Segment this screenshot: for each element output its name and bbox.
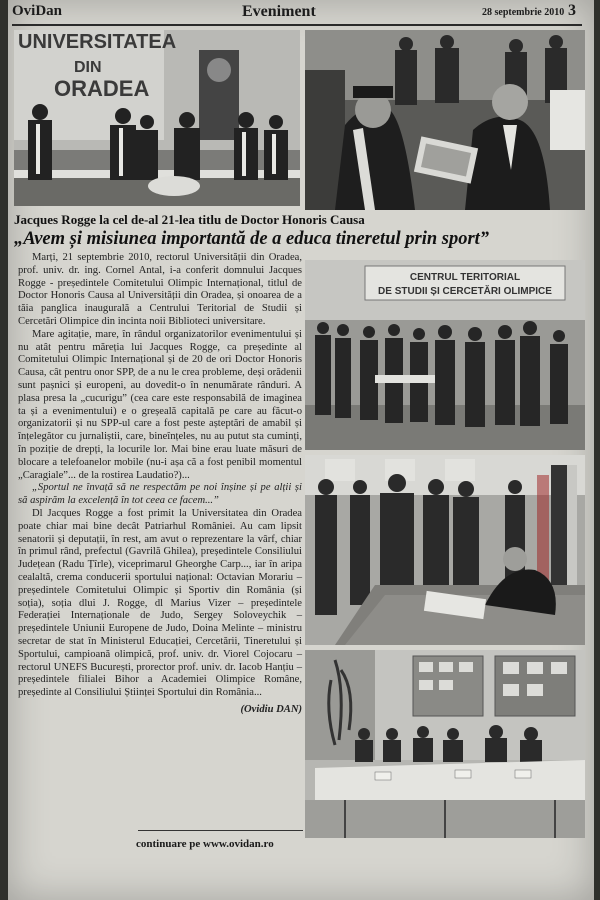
article-paragraph-1: Marți, 21 septembrie 2010, rectorul Universității din Oradea, prof. univ. dr. ing. Cornel Antal, i-a conferit domnului Jacques Rogge - președintele Comitetului Olimpic Internațional, titlul de Doctor Honoris Causa al Universității din Oradea, și onoarea de a tăia panglica inaugurală a Centrului Teritorial de Studii și Cercetări Olimpice din incinta noii Biblioteci universitare.	[18, 252, 302, 327]
section-title: Eveniment	[242, 3, 316, 20]
banner-text-3: ORADEA	[54, 76, 150, 101]
banner-text-2: DIN	[74, 59, 102, 76]
issue-date: 28 septembrie 2010	[482, 7, 565, 18]
article-paragraph-3: Dl Jacques Rogge a fost primit la Universitatea din Oradea poate chiar mai bine decât Patriarhul României. Au cam lipsit senatorii și deputații, în rest, am avut o reprezentare la vârf, chiar în primul rând, prefectul (Gavrilă Ghilea), președintele Consiliului Județean (Radu Țîrle), viceprimarul Gheorghe Carp..., iar în aripa cealaltă, crema conducerii sportului național: Octavian Morariu – președintele Comitetului Olimpic și Sportiv din România (și soția), soția dlui J. Rogge, dl Marius Vizer – președintele Federației Internaționale de Judo, Sergey Soloveychik – președintele Uniunii Europene de Judo, Doina Melinte – ministru secretar de stat în Ministerul Educației, Cercetării, Tineretului și Sportului, campioană olimpică, prof. univ. dr. Viorel Cojocaru – rectorul UNEFS București, prorector prof. univ. dr. Iacob Hanțiu – președintele filialei Bihor a Academiei Olimpice Române, președinte al Consiliului Științei Sportului din România...	[18, 507, 302, 699]
sign-text-2: DE STUDII ȘI CERCETĂRI OLIMPICE	[378, 286, 552, 297]
header-rule	[12, 24, 582, 26]
photo-guest-book-signing	[305, 455, 585, 645]
article-quote: „Sportul ne învață să ne respectăm pe noi înșine și pe alții și să aspirăm la excelență în tot ceea ce facem...”	[18, 482, 302, 507]
continuation-link[interactable]: continuare pe www.ovidan.ro	[136, 838, 274, 850]
publication-name: OviDan	[12, 3, 63, 19]
page-header	[8, 0, 594, 28]
article-body	[18, 252, 302, 717]
newspaper-page	[8, 0, 594, 900]
article-author: (Ovidiu DAN)	[240, 703, 302, 715]
photo-diploma-handover	[305, 30, 585, 210]
photo-inauguration-hall	[305, 260, 585, 450]
photo-ceremony-banner	[14, 30, 300, 206]
footer-rule	[138, 830, 303, 831]
banner-text-1: UNIVERSITATEA	[18, 31, 177, 53]
article-headline: „Avem și misiunea importantă de a educa tineretul prin sport”	[14, 229, 490, 249]
page-number: 3	[568, 2, 576, 19]
article-kicker: Jacques Rogge la cel de-al 21-lea titlu de Doctor Honoris Causa	[14, 212, 365, 227]
article-paragraph-2: Mare agitație, mare, în rândul organizatorilor evenimentului și nu atât pentru măreția lui Jacques Rogge, ca președinte al Comitetului Olimpic Internațional și de 20 de ori Doctor Honoris Causa, cât pentru onor SPP, de a nu le crea probleme, deși orădenii sunt pașnici și europeni, au dovedit-o în nenumărate rânduri. A plasa presa la „cucurigu” (cea care este responsabilă de imaginea ta și a evenimentului) e o greșeală capitală pe care au făcut-o organizatorii și nu SPP-ul care a fost peste așteptări de amabil și înțelegător cu jurnaliștii, care, bineînțeles, nu au putut sta cuminți, în poziție de drepți, la locurile lor. Mai bine erau luate măsuri de blocare a telefoanelor mobile (nu-i așa că a fost penibil momentul „Caragiale”... de la rostirea Laudatio?)...	[18, 328, 302, 481]
photo-press-conference	[305, 650, 585, 838]
sign-text-1: CENTRUL TERITORIAL	[409, 272, 521, 283]
